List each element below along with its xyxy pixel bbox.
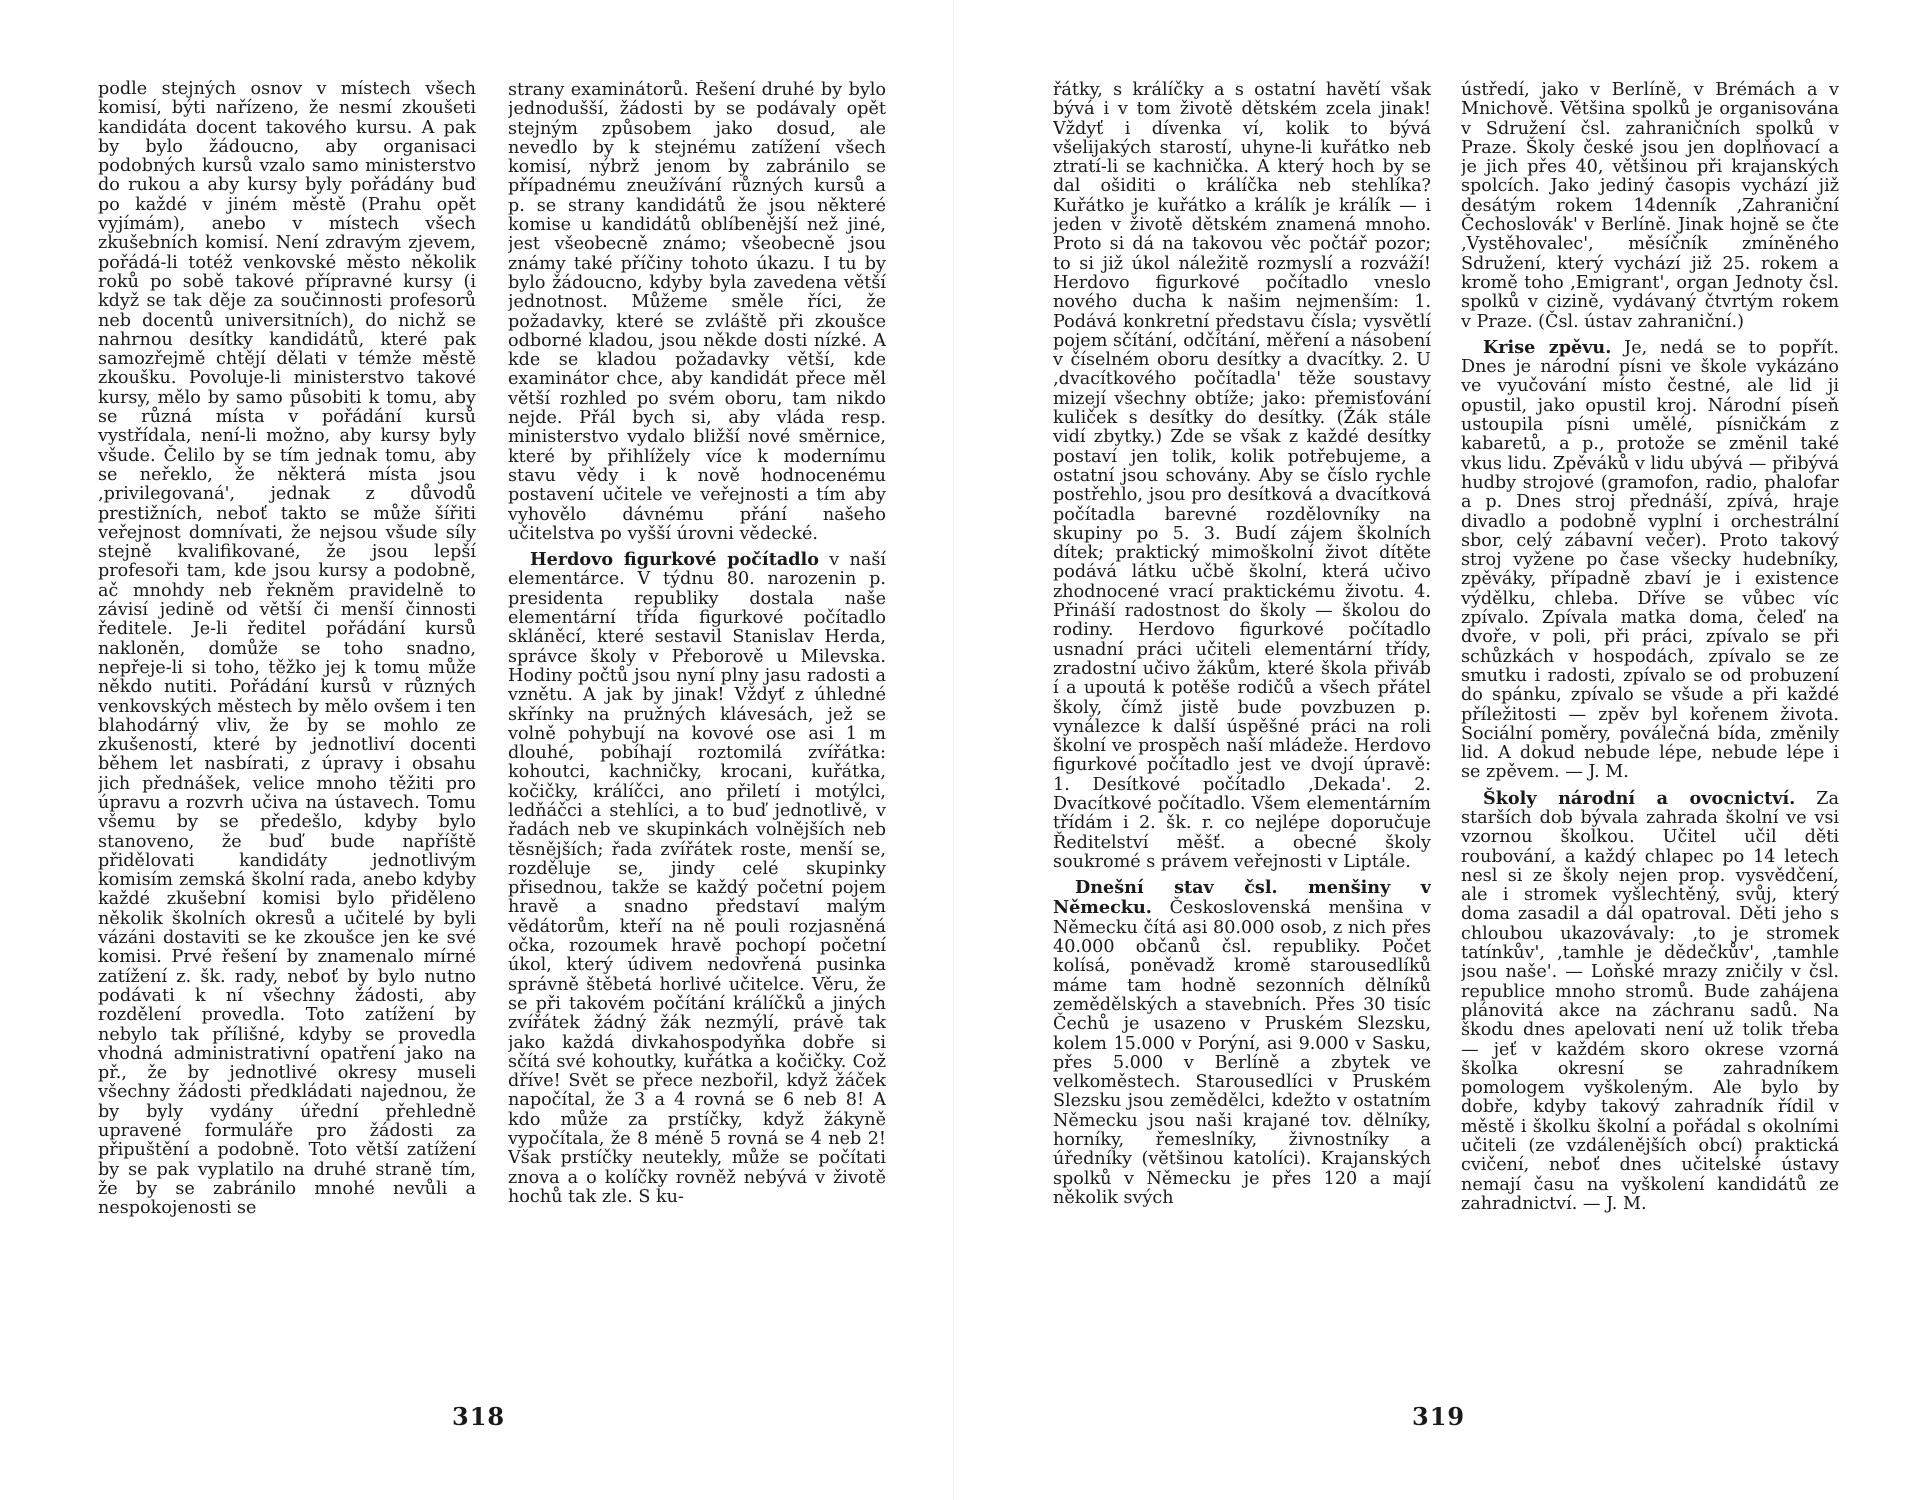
right-page [953,0,1906,1500]
paragraph-text: strany examinátorů. Řešení druhé by bylo jednodušší, žádosti by se podávaly opět stejným způsobem jako dosud, ale nevedlo by k stejnému zatížení všech komisí, nýbrž jenom by zabránilo se případnému zneužívání různých kursů a p. se strany kandidátů že jsou některé komise u kandidátů oblíbenější než jiné, jest všeobecně známo; všeobecně jsou známy také příčiny tohoto úkazu. I tu by bylo žádoucno, kdyby byla zavedena větší jednotnost. Můžeme směle říci, že požadavky, které se zvláště při zkoušce odborné kladou, jsou někde dosti nízké. A kde se kladou požadavky větší, kde examinátor chce, aby kandidát přece měl větší rozhled po svém oboru, tam nikdo nejde. Přál bych si, aby vláda resp. ministerstvo vydalo bližší nové směrnice, které by přihlížely více k modernímu stavu vědy i k nově hodnocenému postavení učitele ve veřejnosti a tím aby vyhovělo dávnému přání našeho učitelstva po vyšší úrovni vědecké. [508,80,886,544]
left-page-column-2 [508,80,886,1380]
paragraph-text: Za starších dob bývala zahrada školní ve vsi vzornou školkou. Učitel učil děti roubování, a každý chlapec po 14 letech nesl si ze školy nejen prop. vysvědčení, ale i stromek vyšlechtěný, svůj, který doma zasadil a dál opatroval. Děti jeho s chloubou ukazovávaly: ‚to je stromek tatínkův', ‚tamhle je dědečkův', ‚tamhle jsou naše'. — Loňské mrazy zničily v čsl. republice mnoho stromů. Bude zahájena plánovitá akce na záchranu sadů. Na škodu dnes apelovati není už tolik třeba — jeť v každém skoro okrese vzorná školka okresní se zahradníkem pomologem vyškoleným. Ale bylo by dobře, kdyby takový zahradník řídil v městě i školku školní a pořádal s okolními učiteli (ze vzdálenějších obcí) praktická cvičení, neboť dnes učitelské ústavy nemají času na vyškolení kandidátů ze zahradnictví. — J. M. [1461,788,1839,1214]
left-page-column-1 [98,80,476,1380]
paragraph [1461,80,1839,332]
paragraph-text: ústředí, jako v Berlíně, v Brémách a v Mnichově. Většina spolků je organisována v Sdružení čsl. zahraničních spolků v Praze. Školy české jsou jen doplňovací a je jich přes 40, většinou při krajanských spolcích. Jako jediný časopis vychází již desátým rokem 14denník ‚Zahraniční Čechoslovák' v Berlíně. Jinak hojně se čte ‚Vystěhovalec', měsíčník zmíněného Sdružení, který vychází již 25. rokem a kromě toho ‚Emigrant', organ Jednoty čsl. spolků v cizině, vydávaný čtvrtým rokem v Praze. (Čsl. ústav zahraniční.) [1461,80,1839,332]
section-heading: Herdovo figurkové počítadlo [530,549,819,571]
paragraph: podle stejných osnov v místech všech komisí, býti nařízeno, že nesmí zkoušeti kandidáta docent takového kursu. A pak by bylo žádoucno, aby organisaci podobných kursů vzalo samo ministerstvo do rukou a aby kursy byly pořádány buď po každé v jiném městě (Prahu opět vyjímám), anebo v místech všech zkušebních komisí. Není zdravým zjevem, pořádá-li totéž venkovské město několik roků po sobě takové přípravné kursy (i když se tak děje za součinnosti profesorů neb docentů universitních), do nichž se nahrnou desítky kandidátů, které pak samozřejmě chtějí dělati v témže městě zkoušku. Povoluje-li ministerstvo takové kursy, mělo by samo působiti k tomu, aby se různá místa v pořádání kursů vystřídala, není-li možno, aby kursy byly všude. Čelilo by se tím jednak tomu, aby se neřeklo, že některá místa jsou ‚privilegovaná', jednak z důvodů prestižních, neboť takto se může šířiti veřejnost domnívati, že nejsou všude síly stejně kvalifikované, že jsou lepší profesoři tam, kde jsou kursy a podobně, ač mnohdy neb řekněm pravidelně to závisí jedině od větší či menší činnosti ředitele. Je-li ředitel pořádání kursů nakloněn, domůže se toho snadno, nepřeje-li si toho, těžko jej k tomu může někdo nutiti. Pořádání kursů v různých venkovských městech by mělo ovšem i ten blahodárný vliv, že by se mohlo ze zkušeností, které by jednotliví docenti během let nasbírati, z úpravy i obsahu jich přednášek, velice mnoho těžiti pro úpravu a rozvrh učiva na ústavech. Tomu všemu by se předešlo, kdyby bylo stanoveno, že buď bude napříště přidělovati kandidáty jednotlivým komisím zemská školní rada, anebo kdyby každé zkušební komisi bylo přiděleno několik školních okresů a učitelé by byli vázáni dostaviti se ke zkoušce jen ke své komisi. Prvé řešení by znamenalo mírné zatížení z. šk. rady, neboť by bylo nutno podávati k ní všechny žádosti, aby rozdělení provedla. Toto zatížení by nebylo tak přílišné, kdyby se provedla vhodná administrativní opatření jako na př., že by jednotlivé okresy museli všechny žádosti předkládati najednou, že by byly vydány úřední přehledně upravené formuláře pro žádosti za připuštění a podobně. Toto větší zatížení by se pak vyplatilo na druhé straně tím, že by se zabránilo mnohé nevůli a nespokojenosti se [98,80,476,1219]
right-page-column-1 [1053,80,1431,1380]
section-heading: Školy národní a ovocnictví. [1483,787,1796,809]
paragraph [508,550,886,1207]
paragraph-text: řátky, s králíčky a s ostatní havětí však bývá i v tom životě dětském zcela jinak! Vždyť i dívenka ví, kolik to bývá všelijakých starostí, uhyne-li kuřátko neb ztratí-li se kachnička. A který hoch by se dal ošiditi o králíčka neb stehlíka? Kuřátko je kuřátko a králík je králík — i jeden v životě dětském znamená mnoho. Proto si dá na takovou věc počtář pozor; to si již úkol náležitě rozmyslí a rozváží! Herdovo figurkové počítadlo vneslo nového ducha k našim nejmenším: 1. Podává konkretní představu čísla; vysvětlí pojem sčítání, odčítání, měření a násobení v číselném oboru desítky a dvacítky. 2. U ‚dvacítkového počítadla' těže soustavy mizejí všechny obtíže; jako: přemisťování kuliček s desítky do desítky. (Žák stále vidí zbytky.) Zde se však z každé desítky postaví jen tolik, kolik potřebujeme, a ostatní jsou schovány. Aby se číslo rychle postřehlo, jsou pro desítková a dvacítková počítadla barevné rozdělovníky na skupiny po 5. 3. Budí zájem školních dítek; praktický mimoškolní život dítěte podává látku učbě školní, která učivo zhodnocené vrací praktickému životu. 4. Přináší radostnost do školy — školou do rodiny. Herdovo figurkové počítadlo usnadní práci učiteli elementární třídy, zradostní učivo žákům, které škola přiváb í a upoutá k potěše rodičů a všech přátel školy, čímž jistě bude povzbuzen p. vynálezce k další úspěšné práci na roli školní ve prospěch naší mládeže. Herdovo figurkové počítadlo jest ve dvojí úpravě: 1. Desítkové počítadlo ‚Dekada'. 2. Dvacítkové počítadlo. Všem elementárním třídám i 2. šk. r. co nejlépe doporučuje Ředitelství měšť. a obecné školy soukromé s právem veřejnosti v Liptále. [1053,80,1431,872]
paragraph [1053,878,1431,1208]
section-heading: Krise zpěvu. [1483,336,1612,358]
paragraph [1461,789,1839,1215]
paragraph [1461,338,1839,783]
section-heading: Dnešní stav čsl. menšiny v Německu. [1053,877,1431,919]
paragraph [508,80,886,544]
page-number: 318 [452,1402,506,1431]
paragraph-text: Je, nedá se to popřít. Dnes je národní písni ve škole vykázáno ve vyučování místo čestné, ale lid ji opustil, jako opustil kroj. Národní píseň ustoupila písni umělé, písničkám z kabaretů, a p., protože se změnil také vkus lidu. Zpěváků v lidu ubývá — přibývá hudby strojové (gramofon, radio, phalofar a p. Dnes stroj přednáší, zpívá, hraje divadlo a podobně vyplní i orchestrální sbor, celý zábavní večer). Proto takový stroj vyžene po čase všecky hudebníky, zpěváky, případně zbaví je i existence výdělku, chleba. Dříve se vůbec víc zpívalo. Zpívala matka doma, čeleď na dvoře, v poli, při práci, zpívalo se při schůzkách v hospodách, zpívalo se ze smutku i radosti, zpívalo se od probuzení do spánku, zpívalo se všude a při každé příležitosti — zpěv byl kořenem života. Sociální poměry, poválečná bída, změnily lid. A dokud nebude lépe, nebude lépe i se zpěvem. — J. M. [1461,337,1839,783]
right-page-column-2 [1461,80,1839,1380]
paragraph-text: v naší elementárce. V týdnu 80. narozenin p. presidenta republiky dostala naše elementární třída figurkové počítadlo skláněcí, které sestavil Stanislav Herda, správce školy v Přeborově u Milevska. Hodiny počtů jsou nyní plny jasu radosti a vznětu. A jak by jinak! Vždyť z úhledné skřínky na pružných klávesách, jež se volně pohybují na kovové ose asi 1 m dlouhé, pobíhají roztomilá zvířátka: kohoutci, kachničky, krocani, kuřátka, kočičky, králíčci, ano přiletí i motýlci, ledňáčci a stehlíci, a to buď jednotlivě, v řadách neb ve skupinkách volnějších neb těsnějších; řada zvířátek roste, menší se, rozděluje se, jindy celé skupinky přisednou, takže se každý početní pojem hravě a snadno představí malým vědátorům, kteří na ně pouli rozjasněná očka, rozoumek hravě pochopí početní úkol, který údivem nedovřená pusinka správně štěbetá horlivé učitelce. Věru, že se při takovém počítání králíčků a jiných zvířátek žádný žák nezmýlí, právě tak jako každá divkahospodyňka dobře si sčítá své kohoutky, kuřátka a kočičky. Což dříve! Svět se přece nezbořil, když žáček napočítal, že 3 a 4 rovná se 6 neb 8! A kdo může za prstíčky, když žákyně vypočítala, že 8 méně 5 rovná se 4 neb 2! Však prstíčky neutekly, může se počítati znova a o kolíčky rovněž nebývá v životě hochů tak zle. S ku- [508,550,886,1207]
paragraph-text: Československá menšina v Německu čítá asi 80.000 osob, z nich přes 40.000 občanů čsl. republiky. Počet kolísá, poněvadž kromě starousedlíků máme tam hodně sezonních dělníků zemědělských a stavebních. Přes 30 tisíc Čechů je usazeno v Pruském Slezsku, kolem 15.000 v Porýní, asi 9.000 v Sasku, přes 5.000 v Berlíně a zbytek ve velkoměstech. Starousedlíci v Pruském Slezsku jsou zemědělci, kdežto v ostatním Německu jsou naši krajané tov. dělníky, horníky, řemeslníky, živnostníky a úředníky (většinou katolíci). Krajanských spolků v Německu je přes 120 a mají několik svých [1053,898,1431,1208]
page-number: 319 [1412,1402,1466,1431]
paragraph [1053,80,1431,872]
